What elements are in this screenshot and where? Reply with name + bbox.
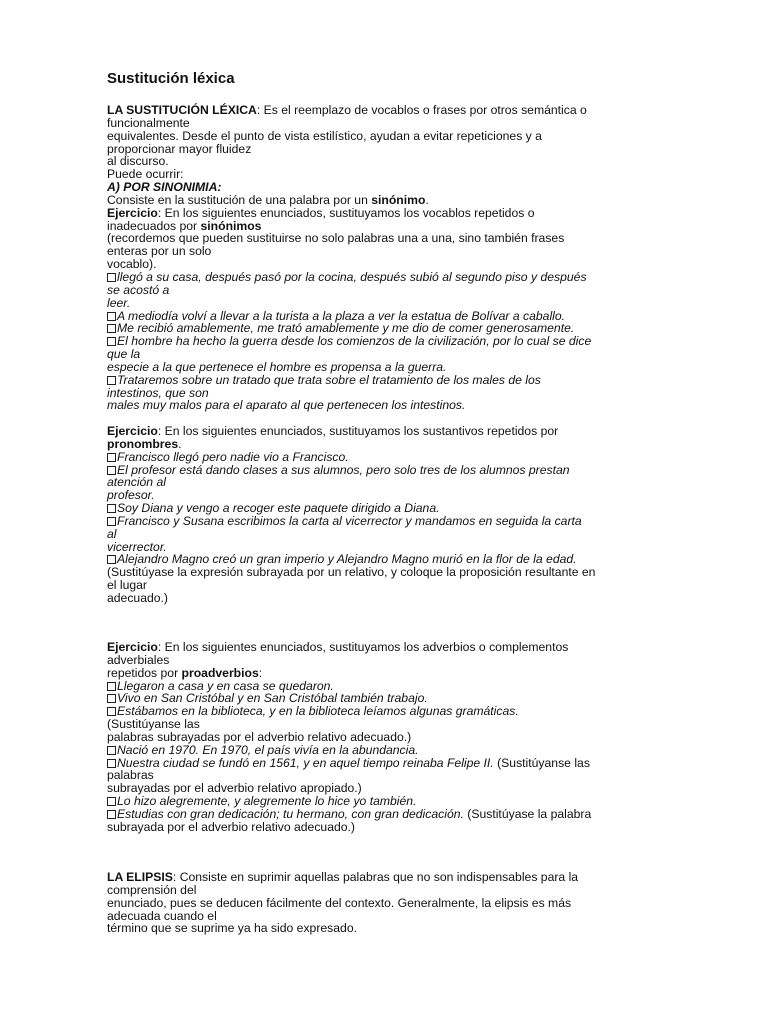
exercise-item: Me recibió amablemente, me trató amablemente y me dio de comer generosamente. (107, 322, 667, 335)
checkbox-icon (107, 466, 116, 475)
exercise-line: Ejercicio: En los siguientes enunciados, sustituyamos los adverbios o complementos (107, 640, 569, 654)
elipsis-line: enunciado, pues se deducen fácilmente del contexto. Generalmente, la elipsis es más (107, 895, 572, 910)
exercise-item: especie a la que pertenece el hombre es propensa a la guerra. (107, 359, 447, 374)
checkbox-icon (107, 337, 116, 346)
exercise-note: subrayada por el adverbio relativo adecuado.) (107, 819, 355, 834)
checkbox-icon (107, 324, 116, 333)
intro-term: LA SUSTITUCIÓN LÉXICA (107, 103, 257, 117)
page-title: Sustitución léxica (107, 70, 235, 87)
exercise-line: repetidos por proadverbios: (107, 665, 263, 680)
elipsis-line: adecuada cuando el (107, 908, 217, 923)
checkbox-icon (107, 312, 116, 321)
exercise-note: (Sustitúyanse las (107, 717, 200, 732)
exercise-label: Ejercicio (107, 205, 158, 220)
exercise-line: adverbiales (107, 652, 170, 667)
exercise-item: Alejandro Magno creó un gran imperio y Alejandro Magno murió en la flor de la edad. (107, 553, 667, 566)
exercise-line: vocablo). (107, 257, 157, 272)
exercise-line: enteras por un solo (107, 244, 212, 259)
checkbox-icon (107, 759, 116, 768)
elipsis-line: comprensión del (107, 882, 197, 897)
exercise-note: subrayadas por el adverbio relativo apropiado.) (107, 781, 362, 796)
checkbox-icon (107, 707, 116, 716)
intro-line: funcionalmente (107, 115, 190, 130)
exercise-item: atención al (107, 475, 166, 490)
checkbox-icon (107, 555, 116, 564)
exercise-item: A mediodía volví a llevar a la turista a la plaza a ver la estatua de Bolívar a caballo. (107, 310, 667, 323)
intro-line: Puede ocurrir: (107, 167, 184, 182)
checkbox-icon (107, 517, 116, 526)
checkbox-icon (107, 273, 116, 282)
exercise-item: intestinos, que son (107, 385, 209, 400)
exercise-line: (recordemos que pueden sustituirse no solo palabras una a una, sino también frases (107, 231, 565, 246)
intro-line: LA SUSTITUCIÓN LÉXICA: Es el reemplazo de vocablos o frases por otros semántica o (107, 103, 587, 117)
intro-line: proporcionar mayor fluidez (107, 141, 252, 156)
exercise-item: Llegaron a casa y en casa se quedaron. (107, 680, 667, 693)
exercise-item: Trataremos sobre un tratado que trata sobre el tratamiento de los males de los (107, 374, 667, 387)
section-heading: A) POR SINONIMIA: (107, 180, 222, 195)
exercise-note: el lugar (107, 578, 147, 593)
intro-section (107, 104, 667, 412)
checkbox-icon (107, 682, 116, 691)
exercise-label: Ejercicio (107, 640, 158, 654)
elipsis-line: término que se suprime ya ha sido expresado. (107, 921, 357, 936)
exercise-line: Ejercicio: En los siguientes enunciados, sustituyamos los sustantivos repetidos por (107, 424, 559, 438)
checkbox-icon (107, 694, 116, 703)
exercise-item: Nació en 1970. En 1970, el país vivía en la abundancia. (107, 744, 667, 757)
exercise-3-section (107, 641, 667, 834)
checkbox-icon (107, 810, 116, 819)
intro-line: Consiste en la sustitución de una palabra por un sinónimo. (107, 192, 429, 207)
intro-line: al discurso. (107, 154, 169, 169)
exercise-item: vicerrector. (107, 539, 167, 554)
exercise-item: que la (107, 347, 141, 362)
exercise-item: al (107, 526, 117, 541)
elipsis-term: LA ELIPSIS (107, 870, 173, 884)
exercise-item: leer. (107, 295, 131, 310)
exercise-note: (Sustitúyase la expresión subrayada por un relativo, y coloque la proposición resultante en (107, 565, 596, 580)
exercise-label: Ejercicio (107, 424, 158, 438)
exercise-item: Estábamos en la biblioteca, y en la biblioteca leíamos algunas gramáticas. (107, 705, 667, 718)
checkbox-icon (107, 746, 116, 755)
exercise-item: males muy malos para el aparato al que pertenecen los intestinos. (107, 398, 466, 413)
exercise-item: se acostó a (107, 282, 170, 297)
exercise-item: profesor. (107, 488, 155, 503)
exercise-item: llegó a su casa, después pasó por la cocina, después subió al segundo piso y después (107, 271, 667, 284)
checkbox-icon (107, 504, 116, 513)
exercise-note: palabras subrayadas por el adverbio relativo adecuado.) (107, 729, 412, 744)
elipsis-section (107, 871, 667, 935)
elipsis-line: LA ELIPSIS: Consiste en suprimir aquellas palabras que no son indispensables para la (107, 870, 579, 884)
exercise-item: Estudias con gran dedicación; tu hermano, con gran dedicación. (Sustitúyase la palabra (107, 808, 667, 821)
exercise-item: El hombre ha hecho la guerra desde los comienzos de la civilización, por lo cual se dice (107, 335, 667, 348)
exercise-item: Francisco y Susana escribimos la carta al vicerrector y mandamos en seguida la carta (107, 515, 667, 528)
checkbox-icon (107, 797, 116, 806)
checkbox-icon (107, 453, 116, 462)
exercise-note: palabras (107, 768, 154, 783)
exercise-note: adecuado.) (107, 590, 168, 605)
exercise-line: Ejercicio: En los siguientes enunciados, sustituyamos los vocablos repetidos o (107, 205, 535, 220)
checkbox-icon (107, 376, 116, 385)
intro-line: equivalentes. Desde el punto de vista estilístico, ayudan a evitar repeticiones y a (107, 128, 542, 143)
exercise-item: Soy Diana y vengo a recoger este paquete dirigido a Diana. (107, 502, 667, 515)
exercise-2-section (107, 425, 667, 605)
exercise-line: pronombres. (107, 436, 182, 451)
exercise-item: Nuestra ciudad se fundó en 1561, y en aquel tiempo reinaba Felipe II. (Sustitúyanse las (107, 757, 667, 770)
exercise-line: inadecuados por sinónimos (107, 218, 262, 233)
exercise-item: Vivo en San Cristóbal y en San Cristóbal también trabajo. (107, 692, 667, 705)
exercise-item: El profesor está dando clases a sus alumnos, pero solo tres de los alumnos prestan (107, 464, 667, 477)
exercise-item: Francisco llegó pero nadie vio a Francisco. (107, 451, 667, 464)
exercise-item: Lo hizo alegremente, y alegremente lo hice yo también. (107, 795, 667, 808)
